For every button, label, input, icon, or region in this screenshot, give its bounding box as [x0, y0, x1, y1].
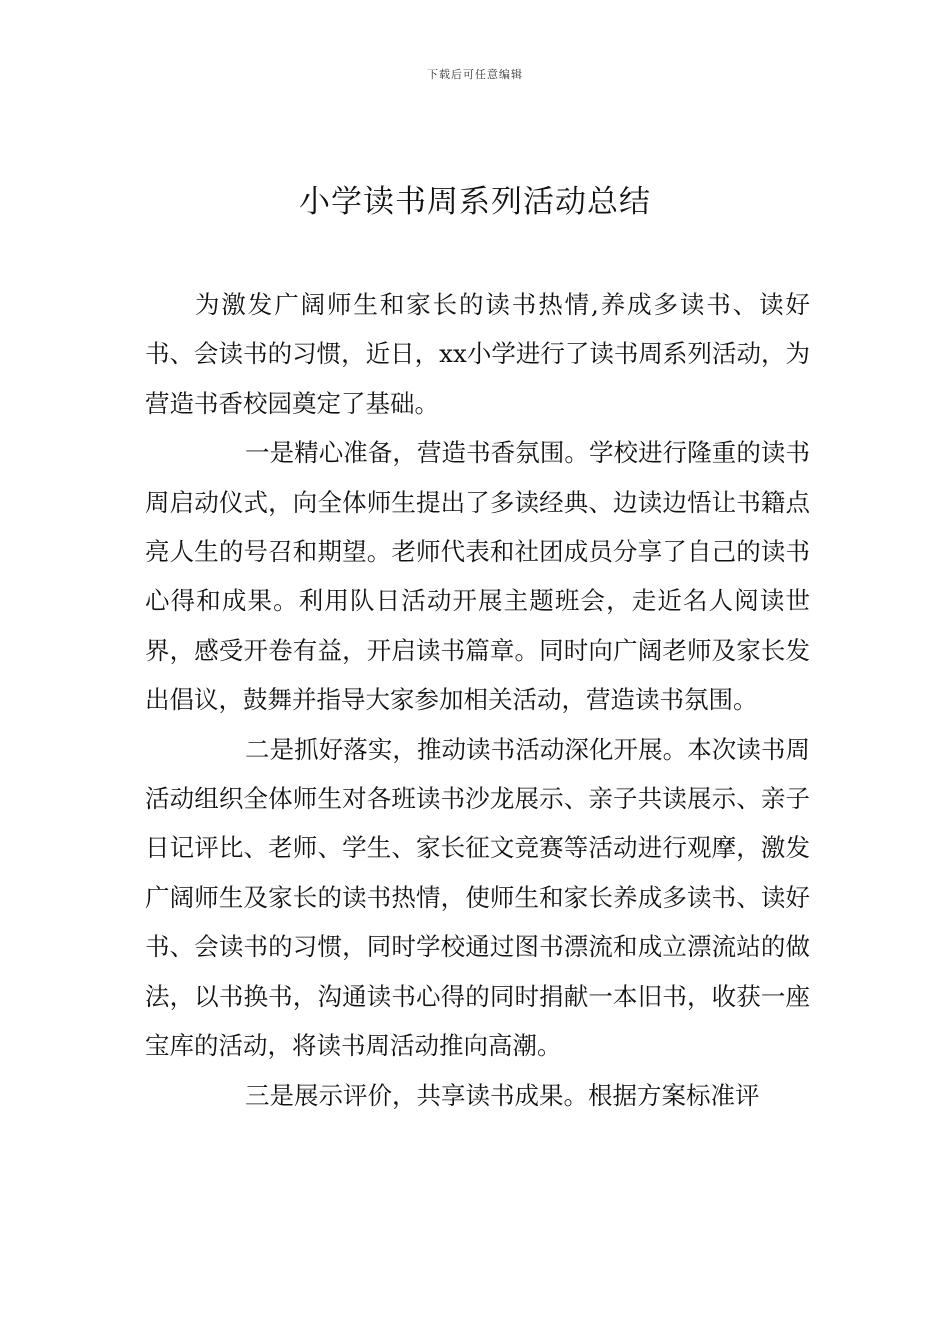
header-note: 下载后可任意编辑 — [427, 68, 523, 81]
paragraph-preparation: 一是精心准备，营造书香氛围。学校进行隆重的读书周启动仪式，向全体师生提出了多读经典、边读边悟让书籍点亮人生的号召和期望。老师代表和社团成员分享了自己的读书心得和成果。利用队日活动开展主题班会，走近名人阅读世界，感受开卷有益，开启读书篇章。同时向广阔老师及家长发出倡议，鼓舞并指导大家参加相关活动，营造读书氛围。 — [145, 438, 810, 715]
document-title: 小学读书周系列活动总结 — [299, 184, 651, 220]
document-body — [145, 280, 810, 1120]
paragraph-evaluation: 三是展示评价，共享读书成果。根据方案标准评 — [245, 1080, 760, 1110]
paragraph-implementation: 二是抓好落实，推动读书活动深化开展。本次读书周活动组织全体师生对各班读书沙龙展示、亲子共读展示、亲子日记评比、老师、学生、家长征文竞赛等活动进行观摩，激发广阔师生及家长的读书热情，使师生和家长养成多读书、读好书、会读书的习惯，同时学校通过图书漂流和成立漂流站的做法，以书换书，沟通读书心得的同时捐献一本旧书，收获一座宝库的活动，将读书周活动推向高潮。 — [145, 734, 810, 1061]
paragraph-intro: 为激发广阔师生和家长的读书热情,养成多读书、读好书、会读书的习惯，近日，xx小学进行了读书周系列活动，为营造书香校园奠定了基础。 — [145, 290, 810, 418]
